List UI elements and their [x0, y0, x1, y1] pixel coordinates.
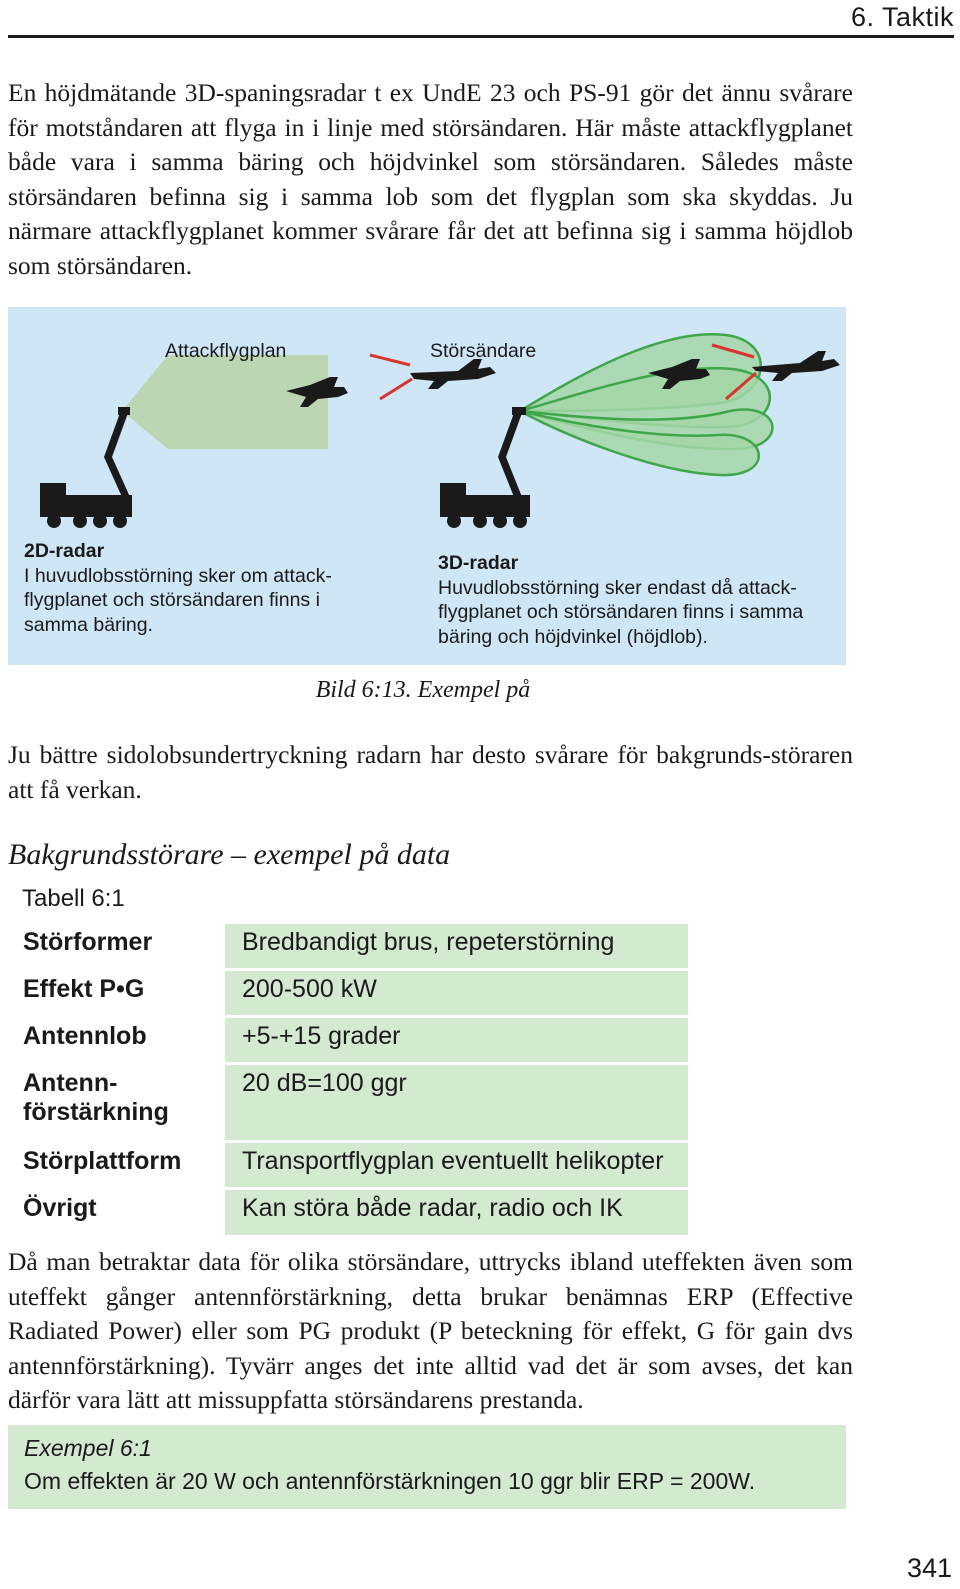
table-row: [14, 1065, 688, 1143]
table-key: Störplattform: [14, 1143, 219, 1190]
example-text: Om effekten är 20 W och antennförstärkningen 10 ggr blir ERP = 200W.: [24, 1468, 756, 1494]
caption-2d-radar: [24, 539, 374, 637]
table-key: Övrigt: [14, 1190, 219, 1238]
table-key: Störformer: [14, 924, 219, 971]
caption-3d-radar: [438, 551, 838, 649]
header-rule: [8, 35, 954, 38]
table-value: 200-500 kW: [219, 971, 688, 1018]
caption-2d-text: I huvudlobsstörning sker om attack-flygplanet och störsändaren finns i samma bäring.: [24, 564, 332, 636]
table-row: [14, 924, 688, 971]
page-number: 341: [906, 1553, 952, 1583]
table-value: Transportflygplan eventuellt helikopter: [219, 1143, 688, 1190]
caption-2d-title: 2D-radar: [24, 540, 105, 562]
table-row: [14, 1190, 688, 1238]
table-key: Antennlob: [14, 1018, 219, 1065]
table-row: [14, 971, 688, 1018]
radar-truck-2d-icon: [40, 407, 132, 528]
table-value: 20 dB=100 ggr: [219, 1065, 688, 1143]
table-key: Effekt P•G: [14, 971, 219, 1018]
table-row: [14, 1143, 688, 1190]
table-value: +5-+15 grader: [219, 1018, 688, 1065]
jammer-aircraft-right-icon: [752, 351, 840, 381]
figure-caption: Bild 6:13. Exempel på: [315, 677, 531, 703]
radar-figure: [8, 307, 846, 665]
label-jammer: Störsändare: [430, 340, 537, 362]
jammer-data-table: [14, 924, 688, 1238]
table-row: [14, 1018, 688, 1065]
table-label: Tabell 6:1: [22, 885, 125, 912]
caption-3d-text: Huvudlobsstörning sker endast då attack-flygplanet och störsändaren finns i samma bäring och höjdvinkel (höjdlob).: [438, 576, 804, 648]
lobes-3d: [520, 334, 772, 475]
table-key: Antenn-förstärkning: [14, 1065, 219, 1143]
radar-truck-3d-icon: [440, 407, 530, 528]
jammer-aircraft-icon: [410, 359, 496, 389]
caption-3d-title: 3D-radar: [438, 552, 519, 574]
chapter-header: 6. Taktik: [850, 2, 954, 32]
example-title: Exempel 6:1: [24, 1435, 152, 1461]
paragraph-sidelobe: Ju bättre sidolobsundertryckning radarn har desto svårare för bakgrunds-störaren att få verkan.: [8, 740, 853, 804]
table-value: Bredbandigt brus, repeterstörning: [219, 924, 688, 971]
paragraph-intro: En höjdmätande 3D-spaningsradar t ex UndE 23 och PS-91 gör det ännu svårare för motståndaren att flyga in i linje med störsändaren. Här måste attackflygplanet både vara i samma bäring och höjdvinkel som störsändaren. Således måste störsändaren befinna sig i samma lob som det flygplan som ska skyddas. Ju närmare attackflygplanet kommer svårare får det att befinna sig i samma höjdlob som störsändaren.: [8, 78, 853, 280]
label-attack-aircraft: Attackflygplan: [165, 340, 287, 362]
paragraph-erp: Då man betraktar data för olika störsändare, uttrycks ibland uteffekten även som uteffekt gånger antennförstärkning, detta brukar benämnas ERP (Effective Radiated Power) eller som PG produkt (P beteckning för effekt, G för gain dvs antennförstärkning). Tyvärr anges det inte alltid vad det är som avses, det kan därför vara lätt att missuppfatta störsändarens prestanda.: [8, 1247, 853, 1414]
beam-2d: [122, 355, 328, 449]
table-value: Kan störa både radar, radio och IK: [219, 1190, 688, 1238]
section-heading: Bakgrundsstörare – exempel på data: [8, 838, 451, 871]
example-box: [8, 1425, 846, 1509]
